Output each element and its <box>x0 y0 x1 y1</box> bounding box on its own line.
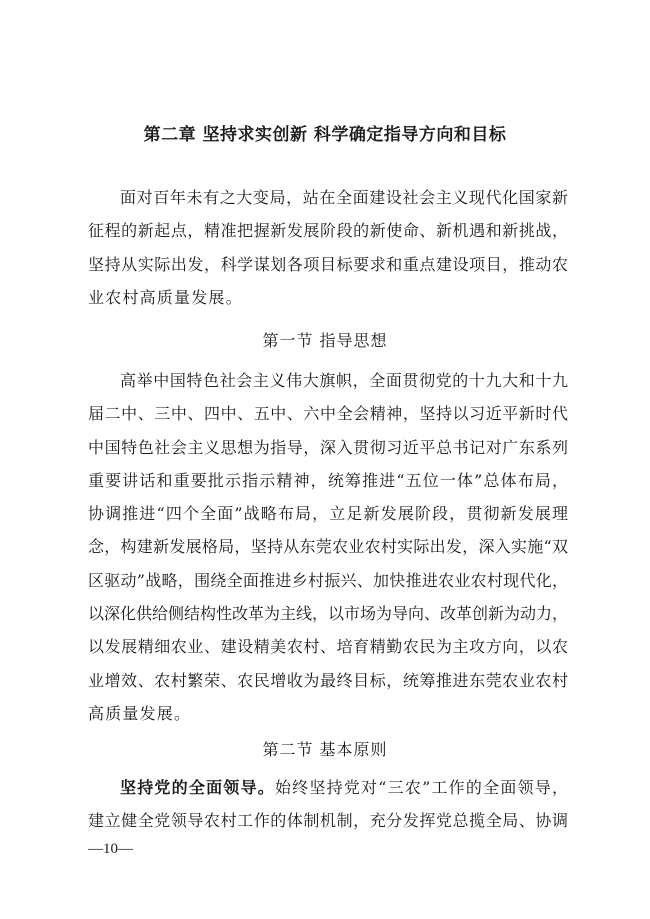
intro-paragraph <box>88 181 568 314</box>
page-number: —10— <box>88 841 133 857</box>
paragraph-line: 中国特色社会主义思想为指导，深入贯彻习近平总书记对广东系列 <box>88 437 568 457</box>
paragraph-line: 重要讲话和重要批示指示精神，统筹推进“五位一体”总体布局， <box>88 470 568 490</box>
paragraph-line: 业农村高质量发展。 <box>88 287 243 307</box>
principle-text: 始终坚持党对“三农”工作的全面领导， <box>274 778 568 797</box>
paragraph-line: 高质量发展。 <box>88 703 192 723</box>
paragraph-line: 面对百年未有之大变局，站在全面建设社会主义现代化国家新 <box>120 188 568 207</box>
paragraph-line: 届二中、三中、四中、五中、六中全会精神，坚持以习近平新时代 <box>88 404 568 424</box>
paragraph-line: 念，构建新发展格局，坚持从东莞农业农村实际出发，深入实施“双 <box>88 537 568 557</box>
paragraph-line: 坚持从实际出发，科学谋划各项目标要求和重点建设项目，推动农 <box>88 254 568 274</box>
principle-title: 坚持党的全面领导。 <box>120 778 275 797</box>
section-heading-guiding-ideology: 第一节 指导思想 <box>262 331 388 350</box>
section-heading-basic-principles: 第二节 基本原则 <box>262 740 388 759</box>
paragraph-line: 业增效、农村繁荣、农民增收为最终目标，统筹推进东莞农业农村 <box>88 670 568 690</box>
paragraph-line: 高举中国特色社会主义伟大旗帜，全面贯彻党的十九大和十九 <box>120 371 568 390</box>
paragraph-line: 区驱动”战略，围绕全面推进乡村振兴、加快推进农业农村现代化， <box>88 570 568 590</box>
paragraph-line: 以发展精细农业、建设精美农村、培育精勤农民为主攻方向，以农 <box>88 637 568 657</box>
paragraph-line: 征程的新起点，精准把握新发展阶段的新使命、新机遇和新挑战， <box>88 221 568 241</box>
paragraph-line: 建立健全党领导农村工作的体制机制，充分发挥党总揽全局、协调 <box>88 811 568 831</box>
chapter-title: 第二章 坚持求实创新 科学确定指导方向和目标 <box>143 125 507 145</box>
paragraph-line: 协调推进“四个全面”战略布局，立足新发展阶段，贯彻新发展理 <box>88 504 568 524</box>
basic-principles-paragraph <box>88 771 568 838</box>
guiding-ideology-paragraph <box>88 364 568 730</box>
paragraph-line: 以深化供给侧结构性改革为主线，以市场为导向、改革创新为动力， <box>88 604 568 624</box>
paragraph-line <box>88 771 568 804</box>
